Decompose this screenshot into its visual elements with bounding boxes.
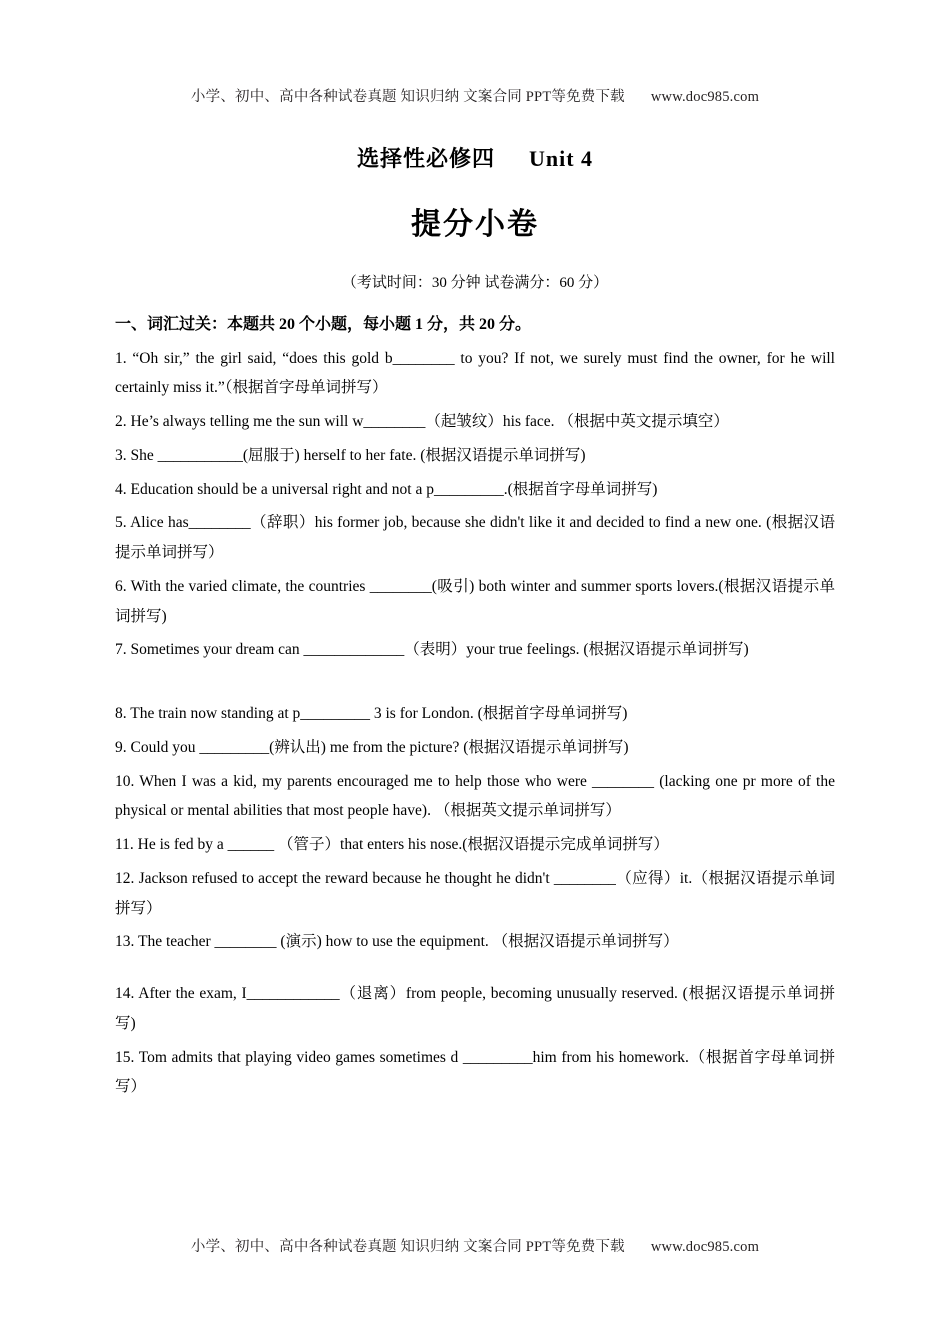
footer-site-link[interactable]: www.doc985.com [650,1239,760,1255]
title-main: 选择性必修四 [356,146,495,171]
page-title [115,142,835,173]
question-6: 6. With the varied climate, the countries ________(吸引) both winter and summer sports lovers.(根据汉语提示单词拼写) [115,577,835,625]
question-9: 9. Could you _________(辨认出) me from the picture? (根据汉语提示单词拼写) [115,738,629,756]
header-site-link[interactable]: www.doc985.com [650,89,760,105]
question-14: 14. After the exam, I____________（退离）from people, becoming unusually reserved. (根据汉语提示单词拼写) [115,985,835,1032]
question-5: 5. Alice has________（辞职）his former job, because she didn't like it and decided to find a new one. (根据汉语提示单词拼写） [115,514,835,562]
section-heading: 一、词汇过关：本题共 20 个小题，每小题 1 分，共 20 分。 [115,316,532,333]
exam-info: （考试时间：30 分钟 试卷满分：60 分） [341,275,609,291]
question-15: 15. Tom admits that playing video games sometimes d _________him from his homework.（根据首字母单词拼写） [115,1048,835,1096]
question-1: 1. “Oh sir,” the girl said, “does this gold b________ to you? If not, we surely must find the owner, for he will certainly miss it.”（根据首字母单词拼写） [115,349,835,397]
question-8: 8. The train now standing at p_________ 3 is for London. (根据首字母单词拼写) [115,705,628,723]
header-note-text: 小学、初中、高中各种试卷真题 知识归纳 文案合同 PPT等免费下载 [190,89,625,105]
footer-note-text: 小学、初中、高中各种试卷真题 知识归纳 文案合同 PPT等免费下载 [190,1239,625,1255]
footer-watermark [0,1235,950,1256]
question-3: 3. She ___________(屈服于) herself to her fate. (根据汉语提示单词拼写) [115,446,586,464]
page-subtitle: 提分小卷 [411,208,539,241]
question-12: 12. Jackson refused to accept the reward because he thought he didn't ________（应得）it.（根据汉语提示单词拼写） [115,869,835,917]
question-13: 13. The teacher ________ (演示) how to use the equipment. （根据汉语提示单词拼写） [115,933,679,951]
title-unit: Unit 4 [528,146,594,171]
question-7: 7. Sometimes your dream can _____________（表明）your true feelings. (根据汉语提示单词拼写) [115,641,749,659]
question-2: 2. He’s always telling me the sun will w________（起皱纹）his face. （根据中英文提示填空） [115,413,729,431]
question-10: 10. When I was a kid, my parents encouraged me to help those who were ________ (lacking one pr more of the physical or mental abilities that most people have). （根据英文提示单词拼写） [115,772,835,820]
question-11: 11. He is fed by a ______ （管子）that enters his nose.(根据汉语提示完成单词拼写） [115,836,669,854]
header-watermark [115,0,835,106]
question-4: 4. Education should be a universal right and not a p_________.(根据首字母单词拼写) [115,480,658,498]
